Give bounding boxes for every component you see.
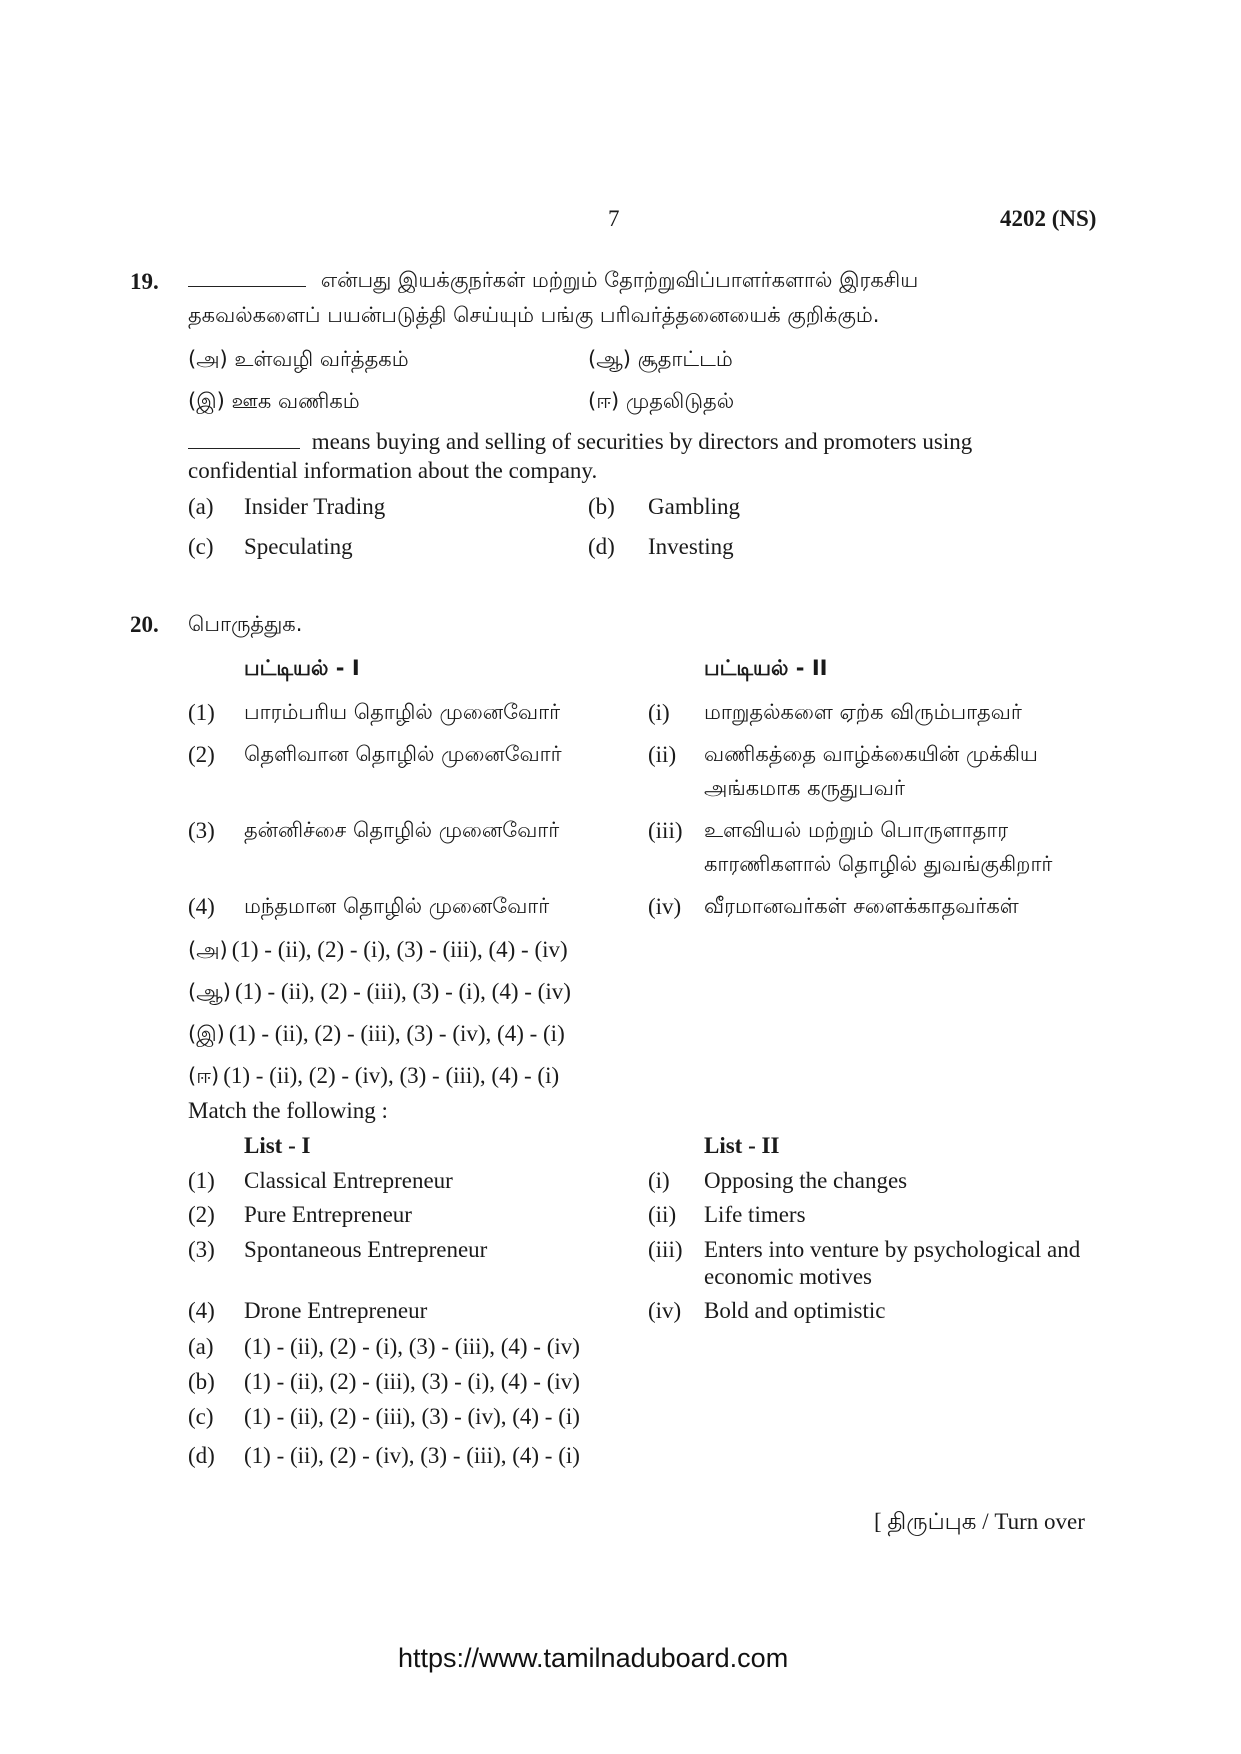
question-20-english-option-c-label: (c) xyxy=(188,1404,214,1429)
question-19-tamil-option-c: (இ) ஊக வணிகம் xyxy=(188,389,360,413)
english-list2-label-i: (i) xyxy=(648,1168,670,1193)
question-19-english-option-c: Speculating xyxy=(244,534,353,559)
website-url[interactable]: https://www.tamilnaduboard.com xyxy=(398,1643,789,1673)
question-20-english-option-b: (1) - (ii), (2) - (iii), (3) - (i), (4) - (iv) xyxy=(244,1369,580,1394)
english-list1-label-3: (3) xyxy=(188,1237,215,1262)
question-19-english-option-a: Insider Trading xyxy=(244,494,386,519)
tamil-list2-label-i: (i) xyxy=(648,700,670,725)
english-list2-label-iii: (iii) xyxy=(648,1237,683,1262)
english-list1-item-3: Spontaneous Entrepreneur xyxy=(244,1237,488,1262)
english-list1-label-1: (1) xyxy=(188,1168,215,1193)
question-20-english-option-b-label: (b) xyxy=(188,1369,215,1394)
question-19-number: 19. xyxy=(130,269,159,294)
tamil-list1-label-3: (3) xyxy=(188,818,215,843)
tamil-list1-item-1: பாரம்பரிய தொழில் முனைவோர் xyxy=(244,700,561,724)
question-20-tamil-instruction: பொருத்துக. xyxy=(188,612,303,636)
question-19-tamil-line2: தகவல்களைப் பயன்படுத்தி செய்யும் பங்கு பரிவர்த்தனையைக் குறிக்கும். xyxy=(188,303,880,327)
question-20-english-option-d-label: (d) xyxy=(188,1443,215,1468)
question-20-tamil-option-d: (ஈ) (1) - (ii), (2) - (iv), (3) - (iii), (4) - (i) xyxy=(188,1063,560,1088)
english-list1-item-2: Pure Entrepreneur xyxy=(244,1202,412,1227)
question-19-english-option-b-label: (b) xyxy=(588,494,615,519)
english-list2-item-iii-line2: economic motives xyxy=(704,1264,872,1289)
question-20-tamil-option-a: (அ) (1) - (ii), (2) - (i), (3) - (iii), (4) - (iv) xyxy=(188,937,568,962)
tamil-list2-item-ii-line1: வணிகத்தை வாழ்க்கையின் முக்கிய xyxy=(704,742,1038,766)
turn-over-note: [ திருப்புக / Turn over xyxy=(874,1509,1085,1534)
question-19-english-option-d-label: (d) xyxy=(588,534,615,559)
question-20-english-instruction: Match the following : xyxy=(188,1098,388,1123)
question-19-tamil-option-a: (அ) உள்வழி வர்த்தகம் xyxy=(188,347,409,371)
english-list2-item-iv: Bold and optimistic xyxy=(704,1298,886,1323)
english-list2-item-i: Opposing the changes xyxy=(704,1168,908,1193)
tamil-list1-item-3: தன்னிச்சை தொழில் முனைவோர் xyxy=(244,818,560,842)
question-19-english-line1: means buying and selling of securities by directors and promoters using xyxy=(188,429,972,455)
english-list2-label-iv: (iv) xyxy=(648,1298,682,1323)
question-19-english-line2: confidential information about the company. xyxy=(188,458,598,483)
page-number: 7 xyxy=(608,206,620,231)
tamil-list1-heading: பட்டியல் - I xyxy=(244,656,360,680)
question-19-english-option-a-label: (a) xyxy=(188,494,214,519)
english-list1-heading: List - I xyxy=(244,1133,311,1158)
question-20-english-option-a: (1) - (ii), (2) - (i), (3) - (iii), (4) - (iv) xyxy=(244,1334,580,1359)
tamil-list2-label-ii: (ii) xyxy=(648,742,677,767)
english-list2-item-ii: Life timers xyxy=(704,1202,806,1227)
english-list2-label-ii: (ii) xyxy=(648,1202,677,1227)
tamil-list2-label-iv: (iv) xyxy=(648,894,682,919)
tamil-list1-label-4: (4) xyxy=(188,894,215,919)
question-19-tamil-option-b: (ஆ) சூதாட்டம் xyxy=(588,347,733,371)
question-20-english-option-a-label: (a) xyxy=(188,1334,214,1359)
tamil-list2-heading: பட்டியல் - II xyxy=(704,656,828,680)
question-20-tamil-option-c: (இ) (1) - (ii), (2) - (iii), (3) - (iv), (4) - (i) xyxy=(188,1021,565,1046)
english-list1-item-1: Classical Entrepreneur xyxy=(244,1168,453,1193)
tamil-list1-item-2: தெளிவான தொழில் முனைவோர் xyxy=(244,742,562,766)
tamil-list2-item-i: மாறுதல்களை ஏற்க விரும்பாதவர் xyxy=(704,700,1022,724)
question-19-english-option-d: Investing xyxy=(648,534,734,559)
tamil-list2-item-iv: வீரமானவர்கள் சளைக்காதவர்கள் xyxy=(704,894,1019,918)
paper-code: 4202 (NS) xyxy=(1000,206,1097,231)
english-list1-item-4: Drone Entrepreneur xyxy=(244,1298,428,1323)
tamil-list2-item-ii-line2: அங்கமாக கருதுபவர் xyxy=(704,776,905,800)
tamil-list2-label-iii: (iii) xyxy=(648,818,683,843)
english-list2-item-iii-line1: Enters into venture by psychological and xyxy=(704,1237,1081,1262)
answer-blank xyxy=(188,286,306,287)
english-list2-heading: List - II xyxy=(704,1133,780,1158)
tamil-list2-item-iii-line2: காரணிகளால் தொழில் துவங்குகிறார் xyxy=(704,852,1053,876)
answer-blank xyxy=(188,448,300,449)
tamil-list1-label-2: (2) xyxy=(188,742,215,767)
question-20-english-option-d: (1) - (ii), (2) - (iv), (3) - (iii), (4) - (i) xyxy=(244,1443,580,1468)
tamil-list1-label-1: (1) xyxy=(188,700,215,725)
question-20-english-option-c: (1) - (ii), (2) - (iii), (3) - (iv), (4) - (i) xyxy=(244,1404,580,1429)
english-list1-label-2: (2) xyxy=(188,1202,215,1227)
question-19-english-option-c-label: (c) xyxy=(188,534,214,559)
question-20-number: 20. xyxy=(130,612,159,637)
question-19-tamil-option-d: (ஈ) முதலிடுதல் xyxy=(588,389,735,413)
question-19-tamil-line1: என்பது இயக்குநர்கள் மற்றும் தோற்றுவிப்பாளர்களால் இரகசிய xyxy=(188,268,918,295)
tamil-list1-item-4: மந்தமான தொழில் முனைவோர் xyxy=(244,894,550,918)
english-list1-label-4: (4) xyxy=(188,1298,215,1323)
question-20-tamil-option-b: (ஆ) (1) - (ii), (2) - (iii), (3) - (i), (4) - (iv) xyxy=(188,979,571,1004)
question-19-english-option-b: Gambling xyxy=(648,494,740,519)
tamil-list2-item-iii-line1: உளவியல் மற்றும் பொருளாதார xyxy=(704,818,1009,842)
